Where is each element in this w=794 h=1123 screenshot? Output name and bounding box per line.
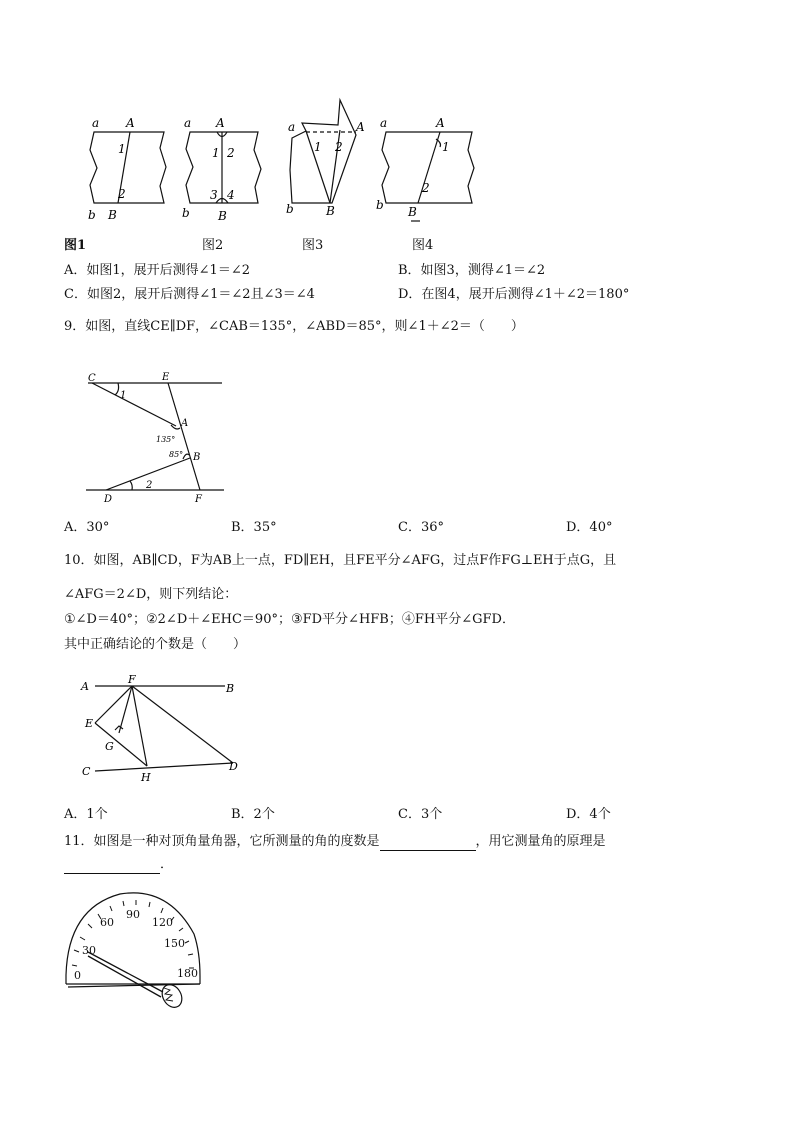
q9-option-a: A．30° <box>64 520 110 535</box>
q10-label-B: B <box>226 682 235 695</box>
q10-stem-line4: 其中正确结论的个数是（ ） <box>64 637 247 652</box>
q10-label-H: H <box>141 771 151 784</box>
q10-option-d: D．4个 <box>566 807 611 822</box>
figure-q11-protractor <box>60 880 210 1015</box>
fig1-label-b: b <box>88 208 96 222</box>
q11-stem-b: ，用它测量角的原理是 <box>475 834 606 849</box>
fig4-label-B: B <box>408 205 417 219</box>
q10-label-G: G <box>105 740 114 753</box>
fig2-label-b: b <box>182 206 190 220</box>
q10-option-c: C．3个 <box>398 807 443 822</box>
scale-60: 60 <box>100 916 114 929</box>
q9-option-d: D．40° <box>566 520 613 535</box>
q9-label-C: C <box>88 373 96 384</box>
fig1-label-2: 2 <box>118 187 126 201</box>
scale-0: 0 <box>74 969 81 982</box>
scale-120: 120 <box>152 916 173 929</box>
q10-stem-line1: 10．如图，AB∥CD，F为AB上一点，FD∥EH，且FE平分∠AFG，过点F作FG⊥EH于点G，且 <box>64 553 617 568</box>
scale-150: 150 <box>164 937 185 950</box>
q11-answer-blank-2[interactable] <box>64 859 160 874</box>
q9-label-1: 1 <box>120 390 127 401</box>
fig2-label-A: A <box>216 116 225 130</box>
fig1-label-a: a <box>92 116 100 130</box>
fig3-label-b: b <box>286 202 294 216</box>
q9-label-2: 2 <box>146 480 153 491</box>
fig3-label-1: 1 <box>314 140 322 154</box>
scale-90: 90 <box>126 908 140 921</box>
scale-180: 180 <box>177 967 198 980</box>
fig3-label-a: a <box>288 120 296 134</box>
fig4-label-2: 2 <box>422 181 430 195</box>
q11-answer-blank-1[interactable] <box>380 836 476 851</box>
fig4-label-1: 1 <box>442 140 450 154</box>
fig4-label-a: a <box>380 116 388 130</box>
q10-option-b: B．2个 <box>231 807 275 822</box>
caption-fig4: 图4 <box>412 238 434 253</box>
q9-label-E: E <box>162 372 170 383</box>
caption-fig2: 图2 <box>202 238 224 253</box>
caption-fig1: 图1 <box>64 238 87 253</box>
fig2-label-2: 2 <box>227 146 235 160</box>
q11-stem-line1 <box>64 833 606 851</box>
fig2-label-4: 4 <box>227 188 235 202</box>
q10-stem-line2: ∠AFG＝2∠D，则下列结论： <box>64 587 238 602</box>
fig3-label-A: A <box>356 120 365 134</box>
fig1-label-1: 1 <box>118 142 126 156</box>
q8-option-b: B．如图3，测得∠1＝∠2 <box>398 263 546 278</box>
q9-label-F: F <box>195 494 202 505</box>
scale-30: 30 <box>82 944 96 957</box>
q10-label-F: F <box>128 673 136 686</box>
q9-stem: 9．如图，直线CE∥DF，∠CAB＝135°，∠ABD＝85°，则∠1＋∠2＝（ ） <box>64 319 524 334</box>
q10-label-C: C <box>82 765 91 778</box>
q9-option-c: C．36° <box>398 520 444 535</box>
fig3-label-2: 2 <box>335 140 343 154</box>
fig2-label-3: 3 <box>210 188 218 202</box>
q9-label-B: B <box>193 452 201 463</box>
fig2-label-1: 1 <box>212 146 220 160</box>
figure-q9 <box>80 368 240 508</box>
q11-stem-end: ． <box>160 857 174 872</box>
fig2-label-a: a <box>184 116 192 130</box>
q10-option-a: A．1个 <box>64 807 108 822</box>
q9-label-135: 135° <box>156 435 176 444</box>
figure-q10 <box>75 670 250 795</box>
caption-fig3: 图3 <box>302 238 324 253</box>
q9-label-A: A <box>181 418 189 429</box>
fig1-label-A: A <box>126 116 135 130</box>
q9-option-b: B．35° <box>231 520 277 535</box>
fig2-label-B: B <box>218 209 227 223</box>
q9-label-D: D <box>104 494 113 505</box>
fig4-label-A: A <box>436 116 445 130</box>
q10-label-A: A <box>81 680 89 693</box>
q10-label-E: E <box>85 717 94 730</box>
q10-stem-line3: ①∠D＝40°；②2∠D＋∠EHC＝90°；③FD平分∠HFB；④FH平分∠GFD． <box>64 612 515 627</box>
q8-option-d: D．在图4，展开后测得∠1＋∠2＝180° <box>398 287 630 302</box>
q11-stem-line2 <box>64 856 173 874</box>
q11-stem-a: 11．如图是一种对顶角量角器，它所测量的角的度数是 <box>64 834 380 849</box>
fig3-label-B: B <box>326 204 335 218</box>
q8-option-c: C．如图2，展开后测得∠1＝∠2且∠3＝∠4 <box>64 287 315 302</box>
q9-label-85: 85° <box>169 450 184 459</box>
fig4-label-b: b <box>376 198 384 212</box>
q10-label-D: D <box>229 760 238 773</box>
fig1-label-B: B <box>108 208 117 222</box>
q8-option-a: A．如图1，展开后测得∠1＝∠2 <box>64 263 250 278</box>
